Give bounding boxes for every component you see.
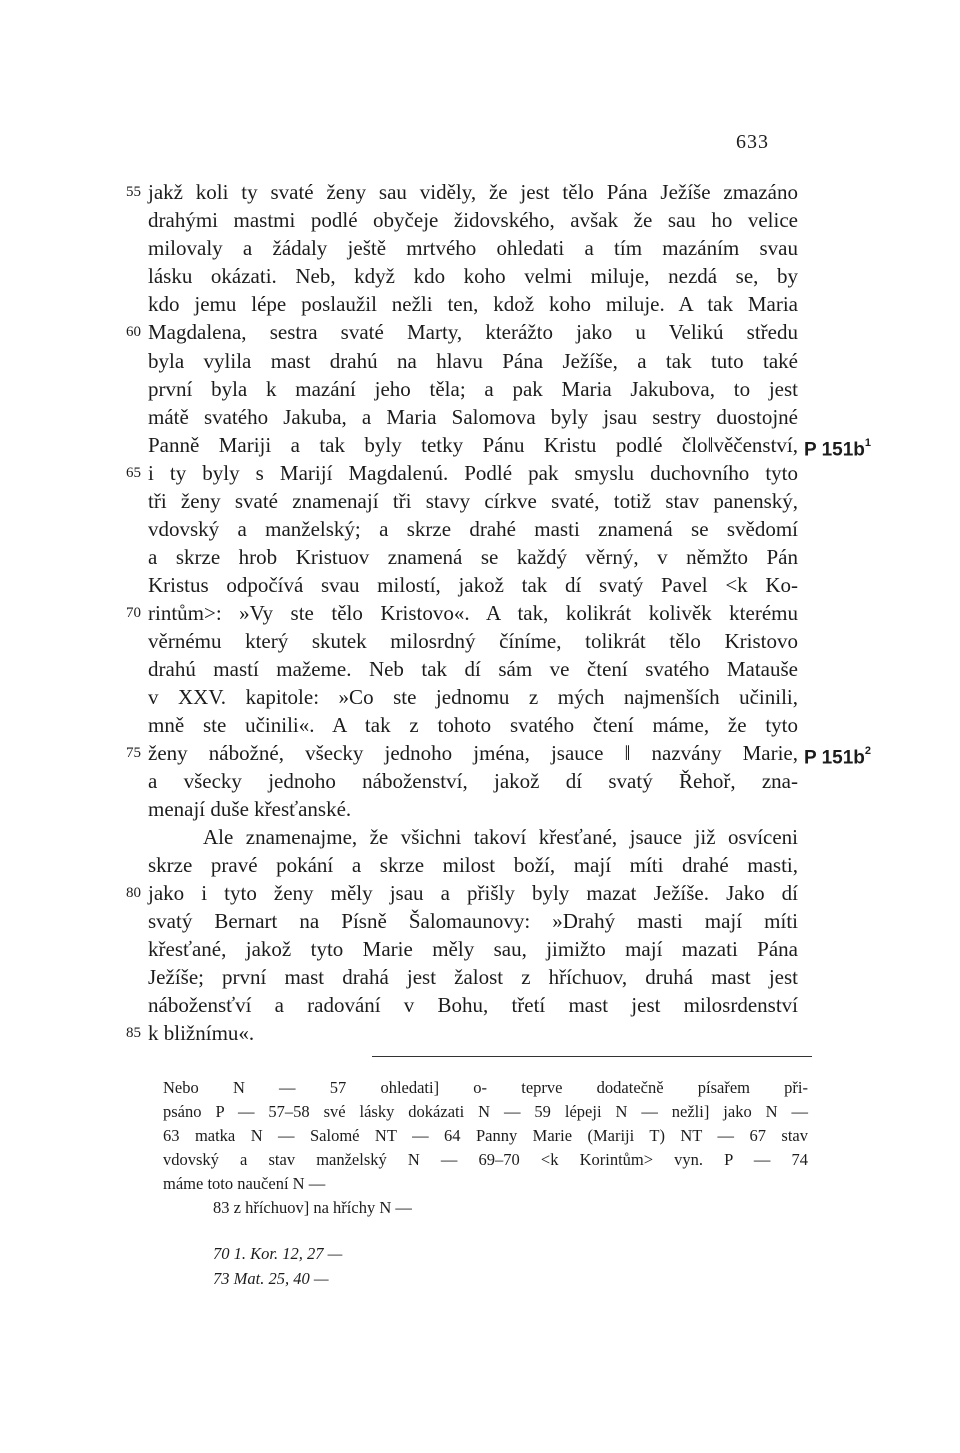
text-line: rintům>: »Vy ste tělo Kristovo«. A tak, kolikrát kolivěk kterému [148,601,798,625]
line-number: 70 [126,605,141,621]
text-line: i ty byly s Marijí Magdalenú. Podlé pak smyslu duchovního tyto [148,461,798,485]
margin-folio-ref [804,431,871,464]
reference-line: 73 Mat. 25, 40 — [213,1269,329,1288]
margin-folio-sup: 1 [864,437,872,449]
margin-folio-ref [804,739,871,772]
text-line: ženy nábožné, všecky jednoho jména, jsauce ‖ nazvány Marie, [148,741,798,765]
text-line: byla vylila mast drahú na hlavu Pána Ježíše, a tak tuto také [148,349,798,373]
text-line: a skrze hrob Kristuov znamená se každý věrný, v němžto Pán [148,545,798,569]
text-line: Ale znamenajme, že všichni takoví křesťané, jsauce již osvíceni [203,825,798,849]
apparatus-line: 83 z hříchuov] na hříchy N — [213,1198,412,1217]
text-line: jako i tyto ženy měly jsau a přišly byly mazat Ježíše. Jako dí [148,881,798,905]
text-line: k bližnímu«. [148,1021,255,1045]
text-line: mátě svatého Jakuba, a Maria Salomova byly jsau sestry duostojné [148,405,798,429]
text-line: menají duše křesťanské. [148,797,352,821]
text-line: kdo jemu lépe poslaužil nežli ten, kdož koho miluje. A tak Maria [148,292,798,316]
apparatus-line: 63 matka N — Salomé NT — 64 Panny Marie (Mariji T) NT — 67 stav [163,1126,808,1145]
text-line: v XXV. kapitole: »Co ste jednomu z mých najmenších učinili, [148,685,798,709]
text-line: mně ste učinili«. A tak z tohoto svatého čtení máme, že tyto [148,713,798,737]
text-line: a všecky jednoho náboženství, jakož dí svatý Řehoř, zna- [148,769,798,793]
apparatus-line: Nebo N — 57 ohledati] o- teprve dodatečně písařem při- [163,1078,808,1097]
text-line: Panně Mariji a tak byly tetky Pánu Kristu podlé člo‖věčenství, [148,433,798,457]
text-line: Ježíše; první mast drahá jest žalost z hříchuov, druhá mast jest [148,965,798,989]
text-line: lásku okázati. Neb, když kdo koho velmi miluje, nezdá se, by [148,264,798,288]
text-line: drahú mastí mažeme. Neb tak dí sám ve čtení svatého Matauše [148,657,798,681]
text-line: Kristus odpočívá svau milostí, jakož tak dí svatý Pavel <k Ko- [148,573,798,597]
line-number: 65 [126,465,141,481]
line-number: 85 [126,1025,141,1041]
text-line: Magdalena, sestra svaté Marty, kterážto jako u Velikú středu [148,320,798,344]
text-line: svatý Bernart na Písně Šalomaunovy: »Drahý masti mají míti [148,909,798,933]
text-line: vdovský a manželský; a skrze drahé masti znamená se svědomí [148,517,798,541]
text-line: první byla k mazání jeho těla; a pak Maria Jakubova, to jest [148,377,798,401]
margin-folio-label: P 151b [804,747,865,769]
text-line: nábožensťví a radování v Bohu, třetí mast jest milosrdenství [148,993,798,1017]
text-line: milovaly a žádaly ještě mrtvého ohledati a tím mazáním svau [148,236,798,260]
text-line: drahými mastmi podlé obyčeje židovského, avšak že sau ho velice [148,208,798,232]
page-number: 633 [736,131,769,153]
apparatus-line: máme toto naučení N — [163,1174,326,1193]
line-number: 80 [126,885,141,901]
line-number: 60 [126,324,141,340]
apparatus-line: psáno P — 57–58 své lásky dokázati N — 59 lépeji N — nežli] jako N — [163,1102,808,1121]
reference-line: 70 1. Kor. 12, 27 — [213,1244,343,1263]
margin-folio-sup: 2 [864,745,872,757]
margin-folio-label: P 151b [804,439,865,461]
text-line: křesťané, jakož tyto Marie měly sau, jimižto mají mazati Pána [148,937,798,961]
apparatus-line: vdovský a stav manželský N — 69–70 <k Korintům> vyn. P — 74 [163,1150,808,1169]
line-number: 75 [126,745,141,761]
text-line: věrnému který skutek milosrdný číníme, tolikrát tělo Kristovo [148,629,798,653]
text-line: jakž koli ty svaté ženy sau viděly, že jest tělo Pána Ježíše zmazáno [148,180,798,204]
text-line: tři ženy svaté znamenají tři stavy církve svaté, totiž stav panenský, [148,489,798,513]
line-number: 55 [126,184,141,200]
footnote-divider [372,1056,812,1057]
text-line: skrze pravé pokání a skrze milost boží, mají míti drahé masti, [148,853,798,877]
